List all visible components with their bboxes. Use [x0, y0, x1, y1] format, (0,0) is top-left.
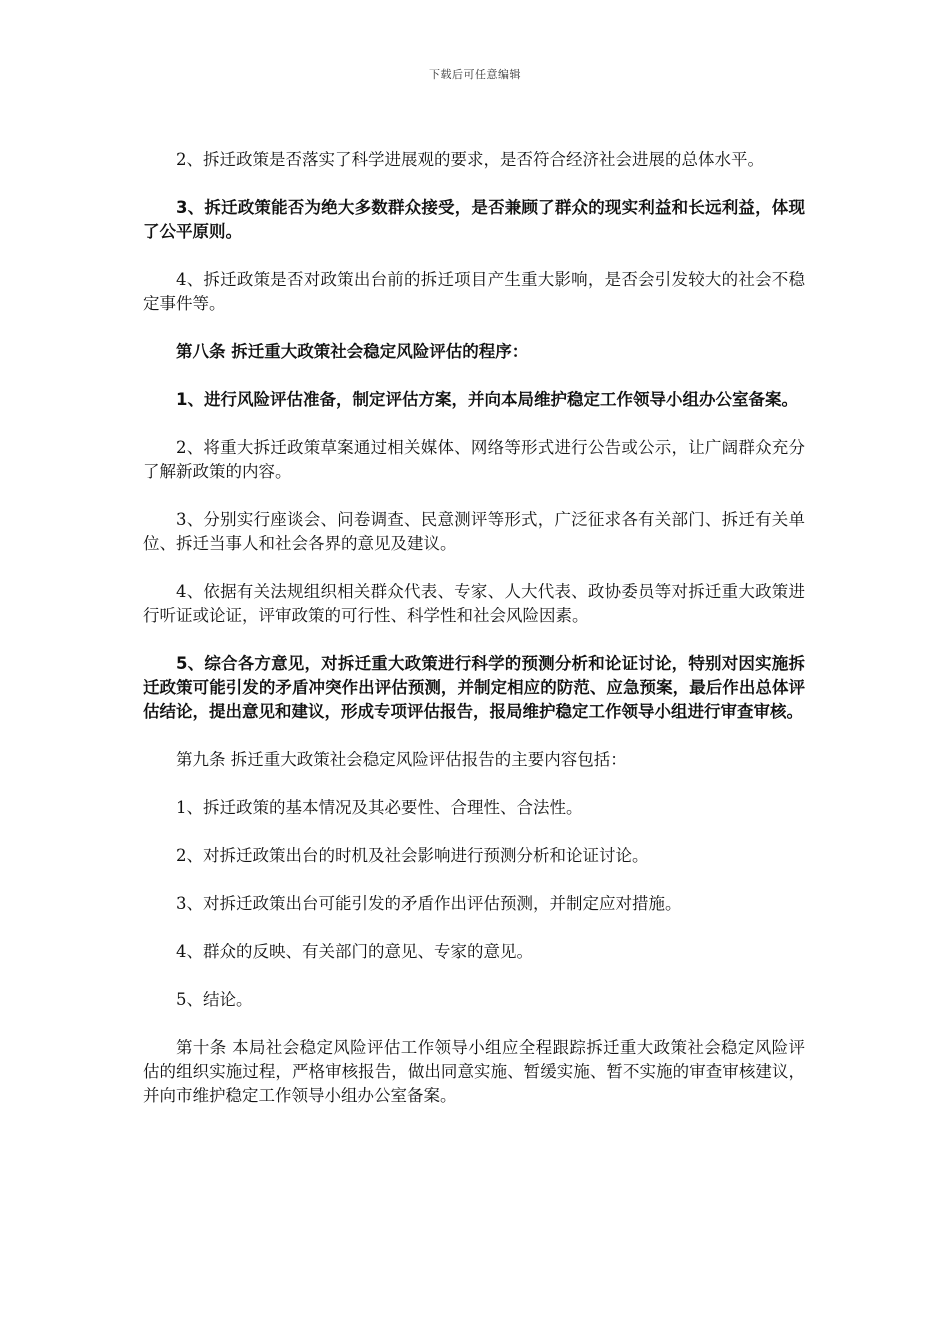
paragraph: 3、拆迁政策能否为绝大多数群众接受，是否兼顾了群众的现实利益和长远利益，体现了公平原则。 — [143, 198, 805, 241]
paragraph: 1、进行风险评估准备，制定评估方案，并向本局维护稳定工作领导小组办公室备案。 — [176, 390, 798, 409]
paragraph: 4、依据有关法规组织相关群众代表、专家、人大代表、政协委员等对拆迁重大政策进行听证或论证，评审政策的可行性、科学性和社会风险因素。 — [143, 582, 805, 625]
paragraph: 2、将重大拆迁政策草案通过相关媒体、网络等形式进行公告或公示，让广阔群众充分了解新政策的内容。 — [143, 438, 805, 481]
paragraph: 2、对拆迁政策出台的时机及社会影响进行预测分析和论证讨论。 — [176, 846, 649, 865]
paragraph: 5、结论。 — [176, 990, 253, 1009]
document-body — [143, 148, 805, 1132]
paragraph: 1、拆迁政策的基本情况及其必要性、合理性、合法性。 — [176, 798, 583, 817]
paragraph: 3、对拆迁政策出台可能引发的矛盾作出评估预测，并制定应对措施。 — [176, 894, 682, 913]
section-heading: 第九条 拆迁重大政策社会稳定风险评估报告的主要内容包括： — [176, 750, 627, 769]
paragraph: 2、拆迁政策是否落实了科学进展观的要求，是否符合经济社会进展的总体水平。 — [176, 150, 764, 169]
section-heading: 第八条 拆迁重大政策社会稳定风险评估的程序： — [176, 342, 529, 361]
paragraph: 4、群众的反映、有关部门的意见、专家的意见。 — [176, 942, 533, 961]
paragraph: 3、分别实行座谈会、问卷调查、民意测评等形式，广泛征求各有关部门、拆迁有关单位、拆迁当事人和社会各界的意见及建议。 — [143, 510, 805, 553]
paragraph: 4、拆迁政策是否对政策出台前的拆迁项目产生重大影响，是否会引发较大的社会不稳定事件等。 — [143, 270, 805, 313]
page-header: 下载后可任意编辑 — [429, 68, 521, 81]
paragraph: 5、综合各方意见，对拆迁重大政策进行科学的预测分析和论证讨论，特别对因实施拆迁政策可能引发的矛盾冲突作出评估预测，并制定相应的防范、应急预案，最后作出总体评估结论，提出意见和建议，形成专项评估报告，报局维护稳定工作领导小组进行审查审核。 — [143, 654, 805, 721]
section-paragraph: 第十条 本局社会稳定风险评估工作领导小组应全程跟踪拆迁重大政策社会稳定风险评估的组织实施过程，严格审核报告，做出同意实施、暂缓实施、暂不实施的审查审核建议，并向市维护稳定工作领导小组办公室备案。 — [143, 1038, 805, 1105]
